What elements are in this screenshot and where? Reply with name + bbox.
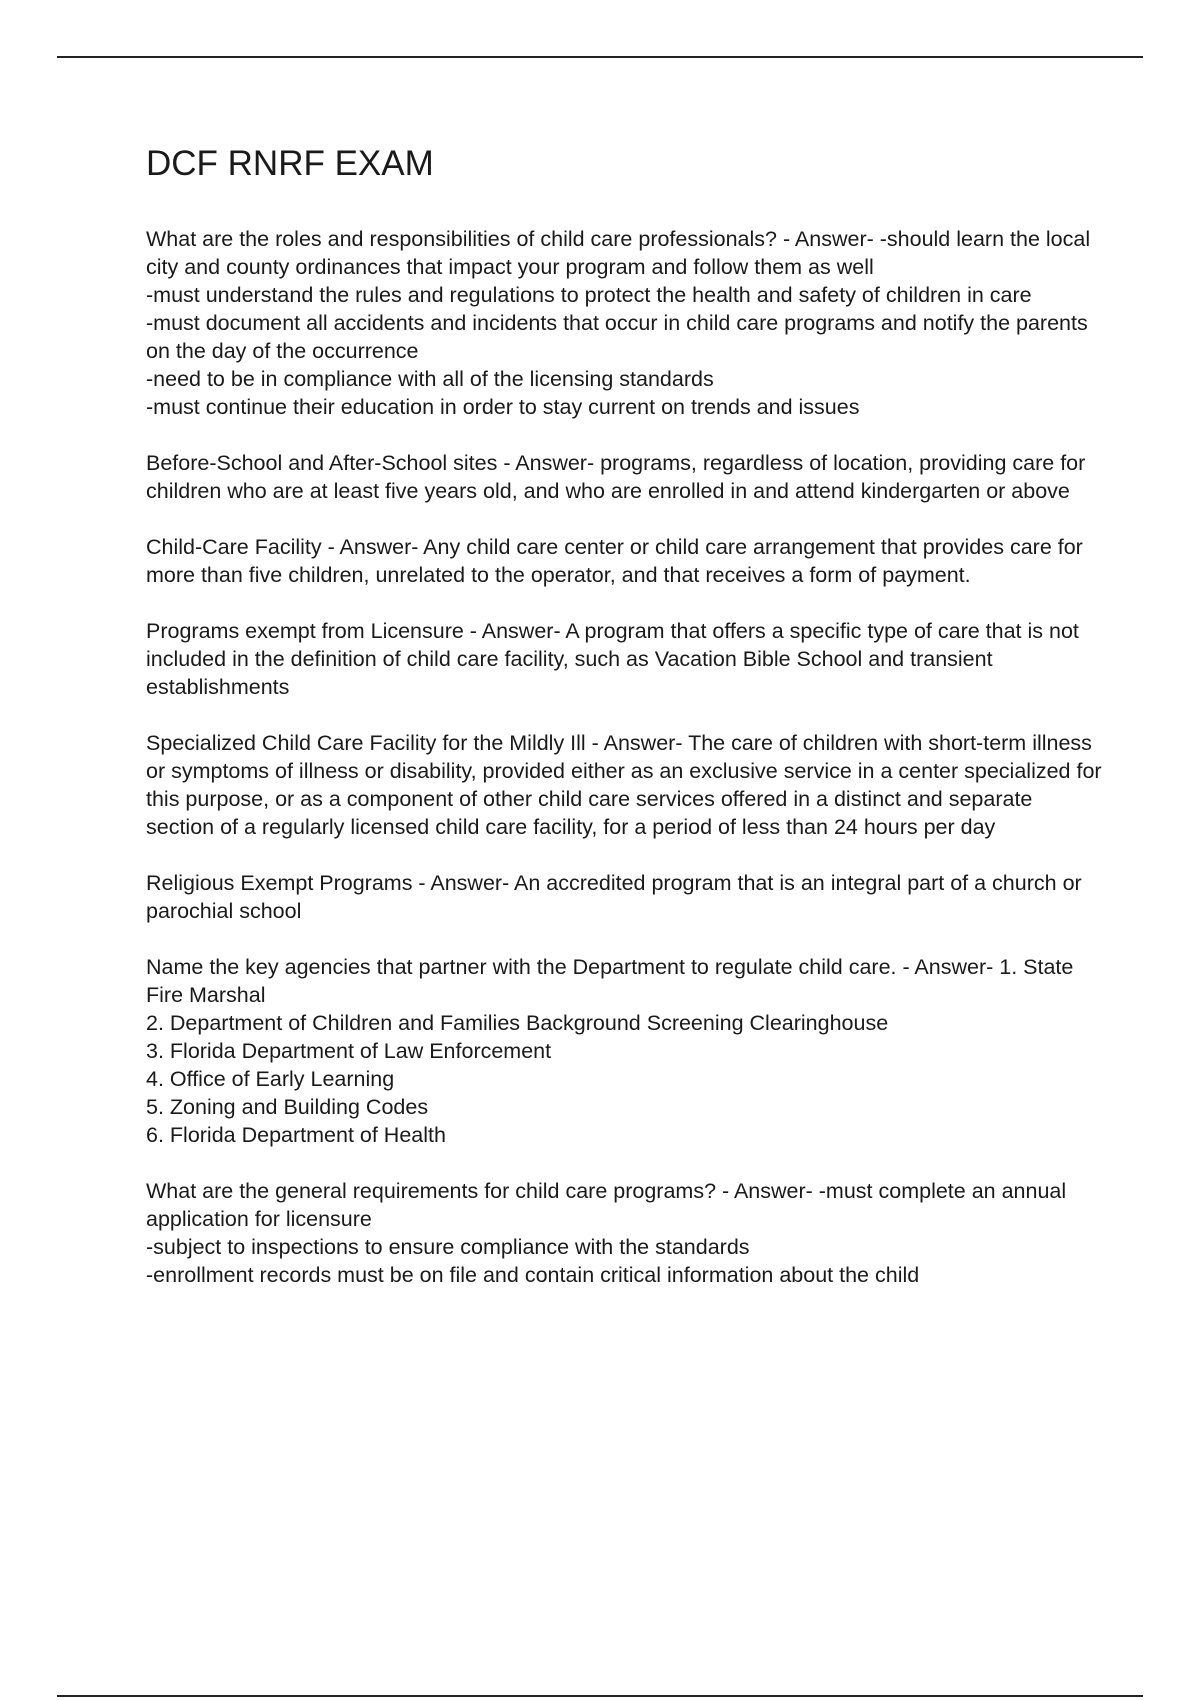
entry-key-agencies: Name the key agencies that partner with the Department to regulate child care. - Answer- 1. State Fire Marshal 2. Department of Children and Families Background Screening Clearinghouse 3. Florida Department of Law Enforcement 4. Office of Early Learning 5. Zoning and Building Codes 6. Florida Department of Health xyxy=(146,955,1074,1147)
document-title: DCF RNRF EXAM xyxy=(146,144,434,183)
bottom-rule xyxy=(57,1695,1143,1697)
document-body xyxy=(146,138,1106,1317)
entry-exempt-programs: Programs exempt from Licensure - Answer- A program that offers a specific type of care that is not included in the definition of child care facility, such as Vacation Bible School and transient establishments xyxy=(146,619,1079,699)
entry-child-care-facility: Child-Care Facility - Answer- Any child care center or child care arrangement that provides care for more than five children, unrelated to the operator, and that receives a form of payment. xyxy=(146,535,1083,587)
entry-religious-exempt: Religious Exempt Programs - Answer- An accredited program that is an integral part of a church or parochial school xyxy=(146,871,1082,923)
top-rule xyxy=(57,56,1143,58)
entry-roles-responsibilities: What are the roles and responsibilities of child care professionals? - Answer- -should learn the local city and county ordinances that impact your program and follow them as well -must understand the rules and regulations to protect the health and safety of children in care -must document all accidents and incidents that occur in child care programs and notify the parents on the day of the occurrence -need to be in compliance with all of the licensing standards -must continue their education in order to stay current on trends and issues xyxy=(146,227,1091,419)
entry-mildly-ill-facility: Specialized Child Care Facility for the Mildly Ill - Answer- The care of children with short-term illness or symptoms of illness or disability, provided either as an exclusive service in a center specialized for this purpose, or as a component of other child care services offered in a distinct and separate section of a regularly licensed child care facility, for a period of less than 24 hours per day xyxy=(146,731,1102,839)
entry-before-after-school: Before-School and After-School sites - Answer- programs, regardless of location, providing care for children who are at least five years old, and who are enrolled in and attend kindergarten or above xyxy=(146,451,1086,503)
entry-general-requirements: What are the general requirements for child care programs? - Answer- -must complete an annual application for licensure -subject to inspections to ensure compliance with the standards -enrollment records must be on file and contain critical information about the child xyxy=(146,1179,1067,1287)
